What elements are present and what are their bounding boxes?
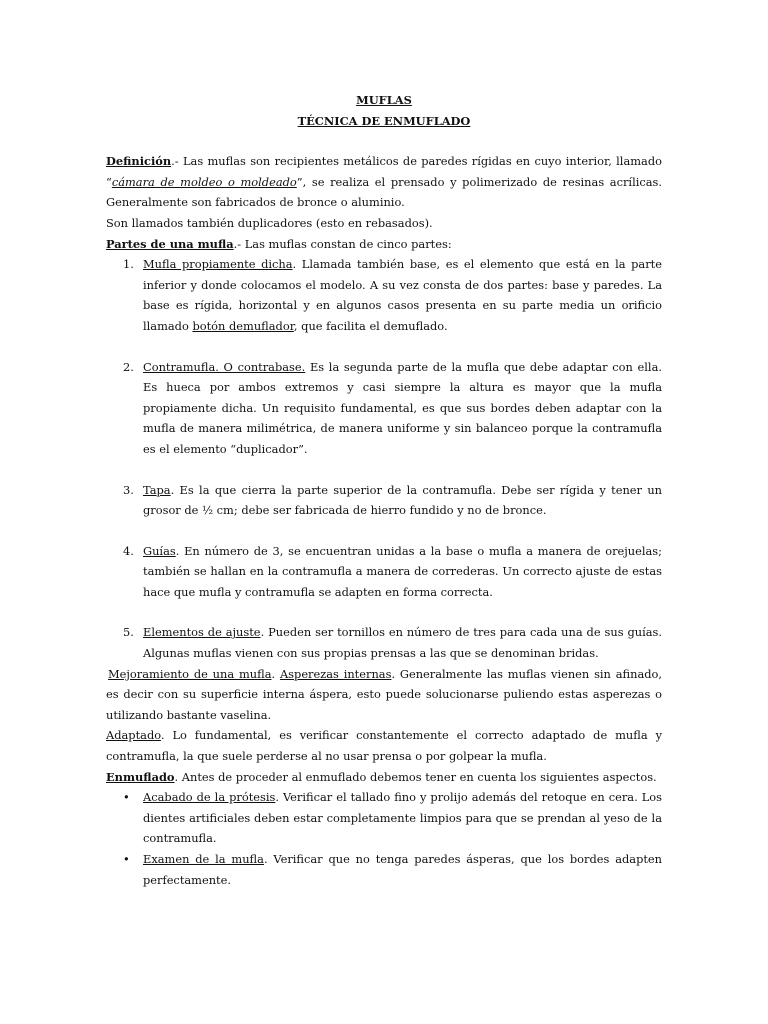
mejoramiento-label: Mejoramiento de una mufla (108, 666, 272, 681)
bullet-term: Examen de la mufla (143, 852, 264, 866)
list-gap (106, 521, 662, 541)
list-gap (106, 460, 662, 480)
aspects-list (106, 787, 662, 890)
definition-paragraph (106, 151, 662, 213)
item-text: . Llamada también base, es el elemento que está en la parte inferior y donde colocamos el modelo. A su vez consta de dos partes: base y paredes. La base es rígida, horizontal y en algunos casos presenta en su parte media un orificio llamado (143, 257, 662, 333)
list-gap (106, 602, 662, 622)
item-term: Mufla propiamente dicha (143, 257, 293, 272)
item-term: Guías (143, 543, 176, 558)
definition-label: Definición (106, 154, 172, 169)
item-text: . En número de 3, se encuentran unidas a la base o mufla a manera de orejuelas; también se hallan en la contramufla a manera de correderas. Un correcto ajuste de estas hace que mufla y contramufla se adapten en forma correcta. (143, 543, 662, 599)
item-term: Elementos de ajuste (143, 625, 261, 640)
definition-sep: .- Las muflas son recipientes metálicos de paredes rígidas en cuyo interior, llamado “ (106, 154, 662, 189)
list-number: 1. (123, 257, 134, 272)
item-term-secondary: botón demuflador (192, 318, 294, 333)
list-number: 3. (123, 482, 134, 497)
document-subtitle: TÉCNICA DE ENMUFLADO (297, 113, 471, 128)
enmuflado-rest: . Antes de proceder al enmuflado debemos tener en cuenta los siguientes aspectos. (174, 769, 657, 784)
duplicadores-paragraph: Son llamados también duplicadores (esto en rebasados). (106, 215, 433, 230)
list-number: 2. (123, 359, 134, 374)
definition-italic-term: cámara de moldeo o moldeado (111, 174, 297, 189)
item-term: Tapa (143, 482, 171, 497)
document-page (106, 90, 662, 890)
mejoramiento-rest: . Generalmente las muflas vienen sin afinado, es decir con su superficie interna áspera, esto puede solucionarse puliendo estas asperezas o utilizando bastante vaselina. (106, 666, 663, 722)
partes-rest: .- Las muflas constan de cinco partes: (233, 236, 452, 251)
list-item (106, 254, 662, 336)
definition-rest: ”, se realiza el prensado y polimerizado de resinas acrílicas. Generalmente son fabricados de bronce o aluminio. (106, 174, 662, 210)
item-term: Contramufla. O contrabase. (143, 359, 306, 374)
list-number: 4. (123, 543, 134, 558)
partes-paragraph (106, 234, 662, 255)
item-text-end: , que facilita el demuflado. (293, 318, 448, 333)
list-item (106, 480, 662, 521)
adaptado-label: Adaptado (106, 728, 161, 743)
document-title: MUFLAS (356, 93, 412, 107)
list-item (106, 541, 662, 603)
asperezas-label: Asperezas internas (279, 666, 392, 681)
list-item (106, 357, 662, 460)
mejoramiento-paragraph (106, 664, 662, 726)
item-text: . Es la que cierra la parte superior de la contramufla. Debe ser rígida y tener un grosor de ½ cm; debe ser fabricada de hierro fundido y no de bronce. (143, 482, 662, 518)
bullet-icon: • (123, 790, 130, 805)
partes-label: Partes de una mufla (106, 236, 234, 251)
bullet-text: . Verificar que no tenga paredes ásperas, que los bordes adapten perfectamente. (143, 852, 663, 887)
bullet-icon: • (123, 852, 130, 866)
enmuflado-label: Enmuflado (106, 769, 175, 784)
list-number: 5. (123, 625, 134, 640)
mejoramiento-sep: . (271, 666, 280, 681)
adaptado-paragraph (106, 725, 662, 766)
bullet-item (106, 849, 662, 890)
list-item (106, 622, 662, 663)
bullet-term: Acabado de la prótesis (143, 790, 276, 805)
parts-list (106, 254, 662, 664)
item-text: . Pueden ser tornillos en número de tres para cada una de sus guías. Algunas muflas vienen con sus propias prensas a las que se denominan bridas. (143, 625, 662, 661)
enmuflado-paragraph (106, 767, 662, 788)
bullet-item (106, 787, 662, 849)
item-text: Es la segunda parte de la mufla que debe adaptar con ella. Es hueca por ambos extremos y casi siempre la altura es mayor que la mufla propiamente dicha. Un requisito fundamental, es que sus bordes deben adaptar con la mufla de manera milimétrica, de manera uniforme y sin balanceo porque la contramufla es el elemento “duplicador”. (143, 359, 662, 456)
adaptado-rest: . Lo fundamental, es verificar constantemente el correcto adaptado de mufla y contramufla, la que suele perderse al no usar prensa o por golpear la mufla. (106, 728, 662, 764)
bullet-text: . Verificar el tallado fino y prolijo además del retoque en cera. Los dientes artificiales deben estar completamente limpios para que se prendan al yeso de la contramufla. (143, 790, 662, 846)
list-gap (106, 337, 662, 357)
